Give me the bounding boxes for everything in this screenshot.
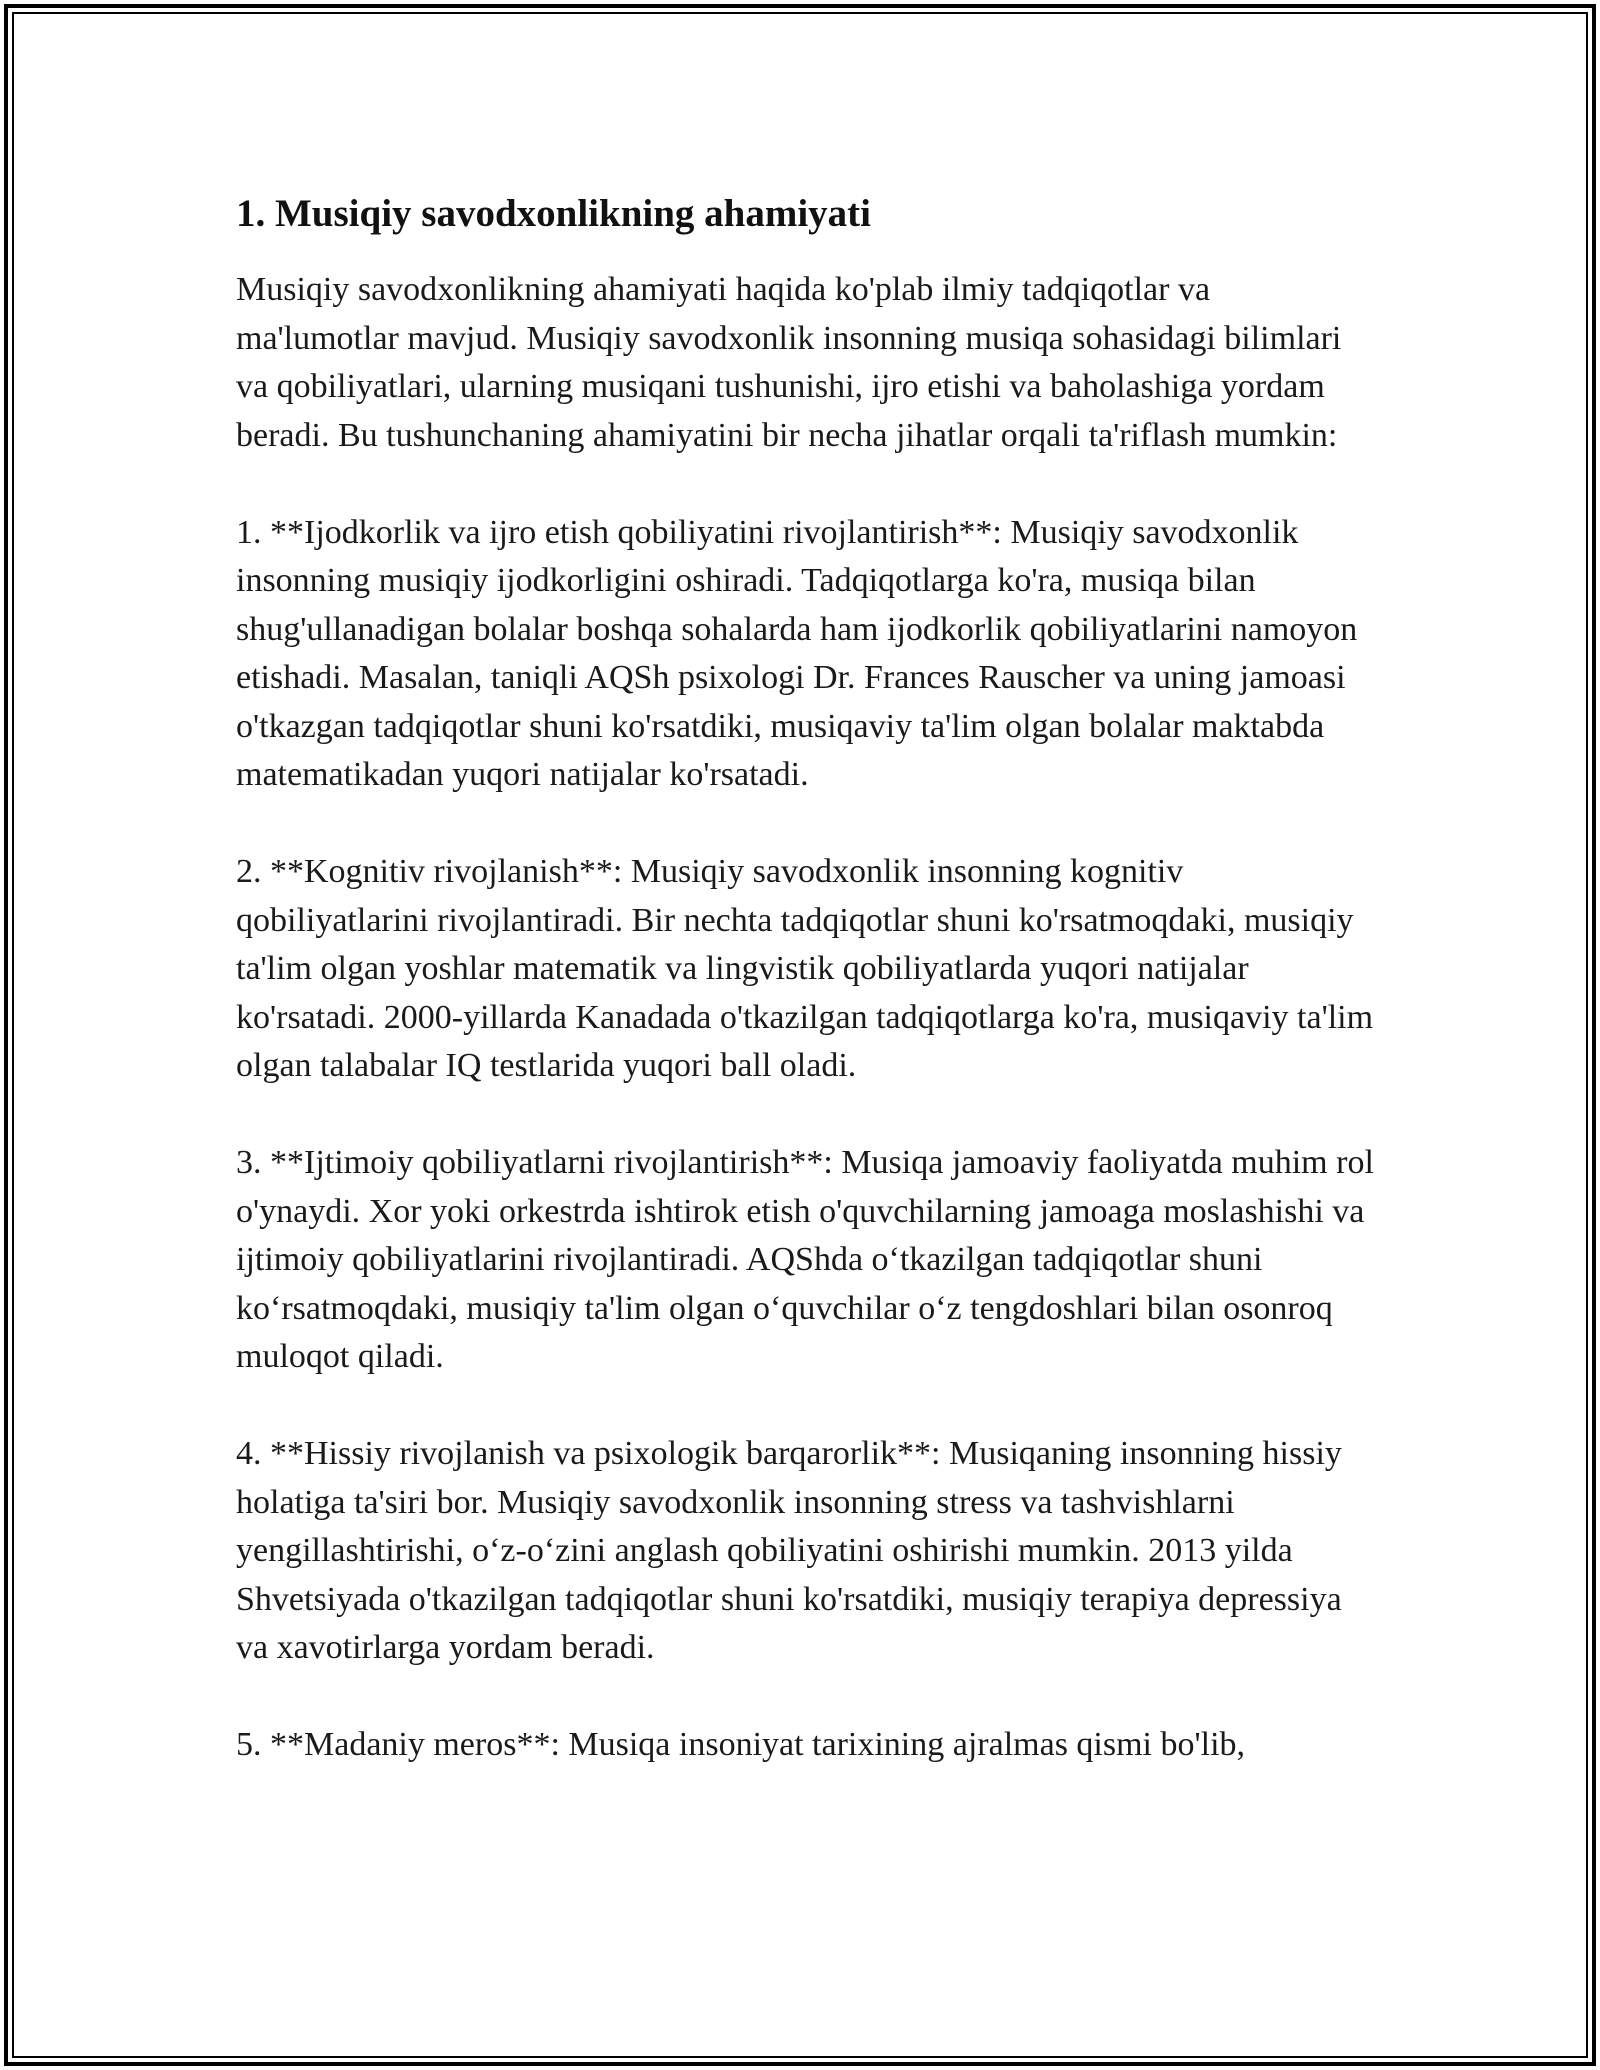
intro-paragraph: Musiqiy savodxonlikning ahamiyati haqida ko'plab ilmiy tadqiqotlar va ma'lumotlar mavjud. Musiqiy savodxonlik insonning musiqa sohasidagi bilimlari va qobiliyatlari, ularning musiqani tushunishi, ijro etishi va baholashiga yordam beradi. Bu tushunchaning ahamiyatini bir necha jihatlar orqali ta'riflash mumkin:	[236, 271, 1342, 454]
section-heading: 1. Musiqiy savodxonlikning ahamiyati	[236, 192, 872, 235]
list-item-emotional: 4. **Hissiy rivojlanish va psixologik barqarorlik**: Musiqaning insonning hissiy holatiga ta'siri bor. Musiqiy savodxonlik insonning stress va tashvishlarni yengillashtirishi, o‘z-o‘zini anglash qobiliyatini oshirishi mumkin. 2013 yilda Shvetsiyada o'tkazilgan tadqiqotlar shuni ko'rsatdiki, musiqiy terapiya depressiya va xavotirlarga yordam beradi.	[236, 1435, 1342, 1666]
list-item-social: 3. **Ijtimoiy qobiliyatlarni rivojlantirish**: Musiqa jamoaviy faoliyatda muhim rol o'ynaydi. Xor yoki orkestrda ishtirok etish o'quvchilarning jamoaga moslashishi va ijtimoiy qobiliyatlarini rivojlantiradi. AQShda o‘tkazilgan tadqiqotlar shuni ko‘rsatmoqdaki, musiqiy ta'lim olgan o‘quvchilar o‘z tengdoshlari bilan osonroq muloqot qiladi.	[236, 1144, 1374, 1375]
list-item-creativity: 1. **Ijodkorlik va ijro etish qobiliyatini rivojlantirish**: Musiqiy savodxonlik insonning musiqiy ijodkorligini oshiradi. Tadqiqotlarga ko'ra, musiqa bilan shug'ullanadigan bolalar boshqa sohalarda ham ijodkorlik qobiliyatlarini namoyon etishadi. Masalan, taniqli AQSh psixologi Dr. Frances Rauscher va uning jamoasi o'tkazgan tadqiqotlar shuni ko'rsatdiki, musiqaviy ta'lim olgan bolalar maktabda matematikadan yuqori natijalar ko'rsatadi.	[236, 513, 1358, 793]
list-item-cognitive: 2. **Kognitiv rivojlanish**: Musiqiy savodxonlik insonning kognitiv qobiliyatlarini rivojlantiradi. Bir nechta tadqiqotlar shuni ko'rsatmoqdaki, musiqiy ta'lim olgan yoshlar matematik va lingvistik qobiliyatlarda yuqori natijalar ko'rsatadi. 2000-yillarda Kanadada o'tkazilgan tadqiqotlarga ko'ra, musiqaviy ta'lim olgan talabalar IQ testlarida yuqori ball oladi.	[236, 853, 1374, 1084]
document-body	[236, 186, 1376, 1770]
list-item-heritage: 5. **Madaniy meros**: Musiqa insoniyat tarixining ajralmas qismi bo'lib,	[236, 1726, 1246, 1763]
